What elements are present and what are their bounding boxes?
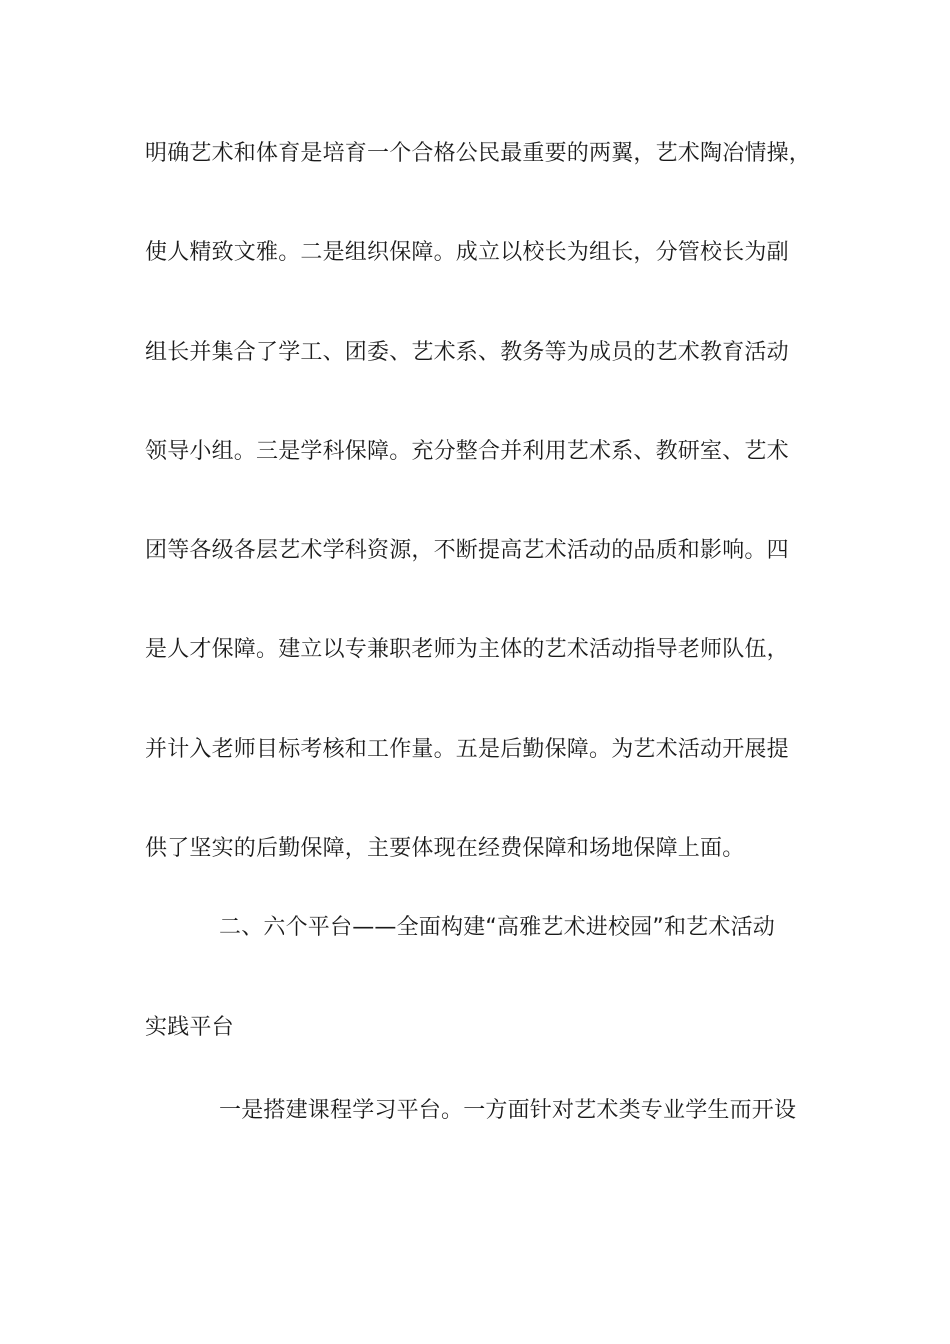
paragraph-line-2: 使人精致文雅。二是组织保障。成立以校长为组长，分管校长为副 [145, 240, 789, 265]
section-heading-line-2: 实践平台 [145, 1015, 234, 1040]
paragraph-line-6: 是人才保障。建立以专兼职老师为主体的艺术活动指导老师队伍， [145, 637, 789, 662]
section-heading-line-1: 二、六个平台——全面构建“高雅艺术进校园”和艺术活动 [219, 915, 775, 940]
paragraph-line-1: 明确艺术和体育是培育一个合格公民最重要的两翼，艺术陶冶情操， [145, 141, 812, 166]
paragraph-line-9: 一是搭建课程学习平台。一方面针对艺术类专业学生而开设 [219, 1098, 797, 1123]
paragraph-line-8: 供了坚实的后勤保障，主要体现在经费保障和场地保障上面。 [145, 836, 745, 861]
paragraph-line-3: 组长并集合了学工、团委、艺术系、教务等为成员的艺术教育活动 [145, 340, 789, 365]
paragraph-line-5: 团等各级各层艺术学科资源，不断提高艺术活动的品质和影响。四 [145, 538, 789, 563]
paragraph-line-4: 领导小组。三是学科保障。充分整合并利用艺术系、教研室、艺术 [145, 439, 789, 464]
paragraph-line-7: 并计入老师目标考核和工作量。五是后勤保障。为艺术活动开展提 [145, 737, 789, 762]
